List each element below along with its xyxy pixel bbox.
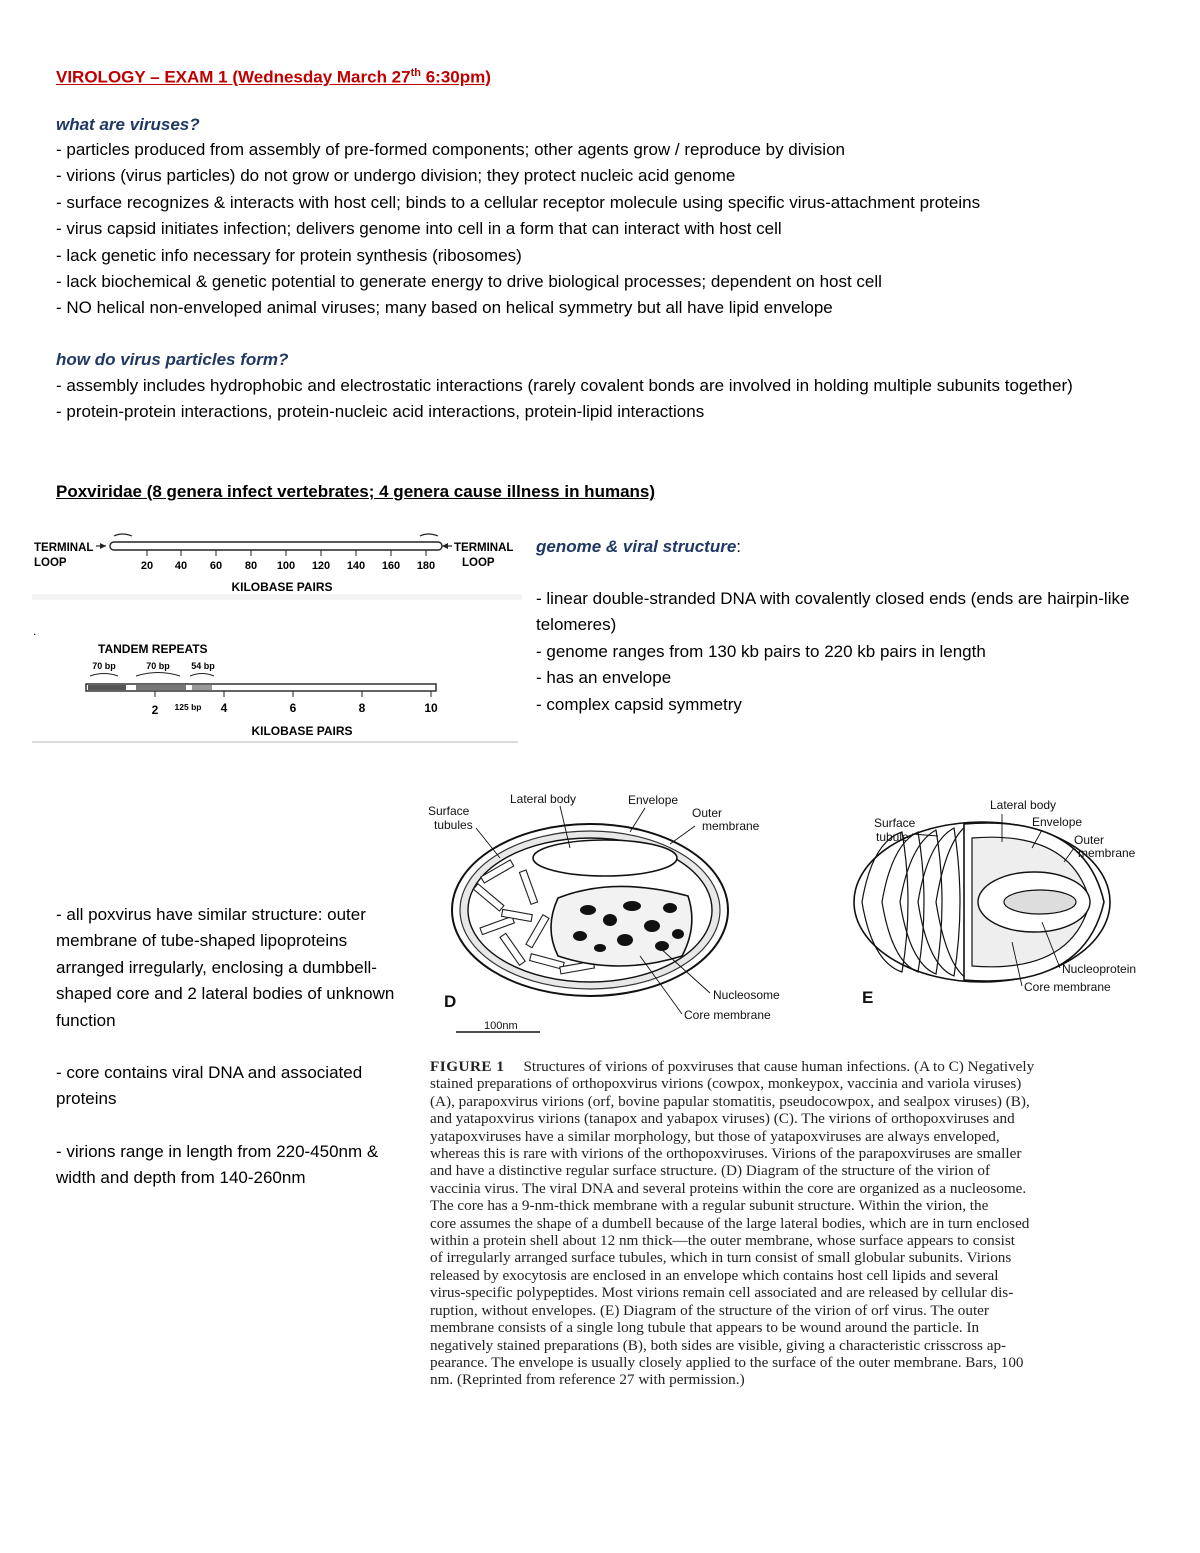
terminal-loop-left-label: LOOP: [34, 557, 67, 569]
caption-line: released by exocytosis are enclosed in an envelope which contains host cell lipids and several: [430, 1266, 999, 1284]
envelope-label: Envelope: [628, 793, 679, 807]
caption-line: membrane consists of a single long tubule that appears to be wound around the particle. In: [430, 1319, 980, 1337]
figure-caption: [430, 1058, 1168, 1389]
list-item: - particles produced from assembly of pre-formed components; other agents grow / reproduce by division: [56, 140, 845, 159]
what-are-viruses-list: [56, 137, 980, 322]
tick-label: 140: [346, 560, 366, 572]
repeat-label: 70 bp: [146, 661, 170, 671]
tick-label: 8: [358, 701, 366, 715]
tick-label: 2: [151, 703, 159, 717]
virion-diagram-e: [842, 792, 1172, 1012]
core-membrane-label: Core membrane: [1024, 980, 1111, 994]
list-item: - virus capsid initiates infection; delivers genome into cell in a form that can interact with host cell: [56, 219, 782, 239]
tick-label: 125 bp: [174, 702, 202, 712]
tandem-repeats-label: TANDEM REPEATS: [98, 642, 208, 656]
caption-line: virus-specific polypeptides. Most virions remain cell associated and are released by cellular dis-: [430, 1284, 1014, 1302]
list-item: - genome ranges from 130 kb pairs to 220 kb pairs in length: [536, 641, 986, 661]
lateral-body-label: Lateral body: [510, 792, 577, 806]
section-heading-poxviridae: Poxviridae (8 genera infect vertebrates; 4 genera cause illness in humans): [56, 482, 656, 501]
surface-tubules-label: tubules: [434, 818, 473, 832]
surface-tubule-label: tubule: [876, 830, 909, 844]
envelope-label: Envelope: [1032, 815, 1083, 829]
diagram-letter: E: [862, 988, 874, 1007]
genome-list: [536, 586, 1136, 718]
caption-line: whereas this is rare with virions of the orthopoxviruses. Virions of the parapoxviruses are smaller: [430, 1145, 1022, 1163]
caption-line: and yatapoxvirus virions (tanapox and yabapox viruses) (C). The virions of orthopoxviruses and: [430, 1110, 1015, 1128]
axis-label: KILOBASE PAIRS: [251, 724, 353, 738]
caption-line: ruption, without envelopes. (E) Diagram of the structure of the virion of orf virus. The outer: [430, 1301, 989, 1319]
caption-line: within a protein shell about 12 nm thick—the outer membrane, whose surface appears to consist: [430, 1232, 1015, 1250]
list-item: - NO helical non-enveloped animal viruses; many based on helical symmetry but all have lipid envelope: [56, 298, 833, 318]
section-heading-what-are-viruses: what are viruses?: [56, 115, 200, 134]
axis-label: KILOBASE PAIRS: [231, 580, 333, 594]
list-item: - all poxvirus have similar structure: outer membrane of tube-shaped lipoproteins arranged irregularly, enclosing a dumbbell-shaped core and 2 lateral bodies of unknown function: [56, 905, 395, 1030]
tick-label: 160: [381, 560, 401, 572]
list-item: - has an envelope: [536, 668, 672, 688]
list-item: - linear double-stranded DNA with covalently closed ends (ends are hairpin-like telomeres): [536, 589, 1130, 635]
tick-label: 10: [424, 701, 438, 715]
diagram-letter: D: [444, 992, 457, 1011]
caption-line: core assumes the shape of a dumbell because of the large lateral bodies, which are in turn enclosed: [430, 1214, 1030, 1232]
tick-label: 20: [140, 560, 154, 572]
list-item: - assembly includes hydrophobic and electrostatic interactions (rarely covalent bonds are involved in holding multiple subunits together): [56, 376, 1073, 395]
tick-label: 6: [289, 701, 297, 715]
list-item: - core contains viral DNA and associated proteins: [56, 1063, 363, 1109]
tick-label: 180: [416, 560, 436, 572]
caption-line: nm. (Reprinted from reference 27 with permission.): [430, 1371, 745, 1389]
tick-label: 100: [276, 560, 296, 572]
structure-notes: [56, 902, 412, 1192]
caption-line: The core has a 9-nm-thick membrane with a regular subunit structure. Within the virion, the: [430, 1197, 989, 1215]
repeat-label: 54 bp: [191, 661, 215, 671]
caption-line: Structures of virions of poxviruses that cause human infections. (A to C) Negatively: [523, 1058, 1035, 1075]
genome-heading: genome & viral structure:: [536, 537, 742, 556]
tick-label: 40: [174, 560, 188, 572]
caption-line: pearance. The envelope is usually closely applied to the surface of the outer membrane. Bars, 100: [430, 1353, 1024, 1371]
list-item: - virions (virus particles) do not grow or undergo division; they protect nucleic acid genome: [56, 166, 736, 186]
genome-map-diagram: [32, 524, 522, 746]
scale-bar-label: 100nm: [484, 1020, 518, 1032]
surface-tubules-label: Surface: [428, 804, 470, 818]
caption-line: and have a distinctive regular surface structure. (D) Diagram of the structure of the virion of: [430, 1162, 991, 1180]
figure-label: FIGURE 1: [430, 1058, 505, 1075]
stray-mark: .: [33, 624, 37, 638]
nucleosome-label: Nucleosome: [713, 988, 780, 1002]
terminal-loop-right-label: LOOP: [462, 557, 495, 569]
lateral-body-label: Lateral body: [990, 798, 1057, 812]
list-item: - surface recognizes & interacts with host cell; binds to a cellular receptor molecule using specific virus-attachment proteins: [56, 192, 981, 212]
particles-form-list: [56, 373, 1116, 426]
caption-line: vaccinia virus. The viral DNA and several proteins within the core are organized as a nucleosome.: [430, 1179, 1027, 1197]
list-item: - complex capsid symmetry: [536, 694, 742, 714]
repeat-label: 70 bp: [92, 661, 116, 671]
core-membrane-label: Core membrane: [684, 1008, 771, 1022]
nucleoprotein-label: Nucleoprotein: [1062, 962, 1137, 976]
surface-tubule-label: Surface: [874, 816, 916, 830]
outer-membrane-label: membrane: [1078, 846, 1136, 860]
list-item: - lack genetic info necessary for protein synthesis (ribosomes): [56, 245, 522, 265]
caption-line: stained preparations of orthopoxvirus virions (cowpox, monkeypox, vaccinia and variola viruses): [430, 1075, 1022, 1093]
list-item: - virions range in length from 220-450nm & width and depth from 140-260nm: [56, 1141, 379, 1188]
list-item: - lack biochemical & genetic potential to generate energy to drive biological processes; dependent on host cell: [56, 272, 882, 292]
list-item: - protein-protein interactions, protein-nucleic acid interactions, protein-lipid interactions: [56, 402, 705, 422]
outer-membrane-label: Outer: [692, 806, 723, 820]
tick-label: 80: [244, 560, 258, 572]
tick-label: 120: [311, 560, 331, 572]
caption-line: of irregularly arranged surface tubules, which in turn consist of small globular subunits. Virions: [430, 1249, 1012, 1267]
tick-label: 60: [209, 560, 223, 572]
caption-line: (A), parapoxvirus virions (orf, bovine papular stomatitis, pseudocowpox, and sealpox viruses) (B),: [430, 1092, 1030, 1110]
outer-membrane-label: membrane: [702, 819, 760, 833]
terminal-loop-right-label: TERMINAL: [454, 542, 514, 554]
page-title: VIROLOGY – EXAM 1 (Wednesday March 27th 6:30pm): [56, 67, 491, 87]
tick-label: 4: [220, 701, 228, 715]
caption-line: yatapoxviruses have a similar morphology, but those of yatapoxviruses are always enveloped,: [430, 1127, 1000, 1145]
outer-membrane-label: Outer: [1074, 833, 1105, 847]
virion-diagram-d: [420, 788, 800, 1038]
terminal-loop-left-label: TERMINAL: [34, 542, 94, 554]
caption-line: negatively stained preparations (B), both sides are visible, giving a characteristic crisscross ap-: [430, 1336, 1007, 1354]
section-heading-particles-form: how do virus particles form?: [56, 350, 289, 369]
